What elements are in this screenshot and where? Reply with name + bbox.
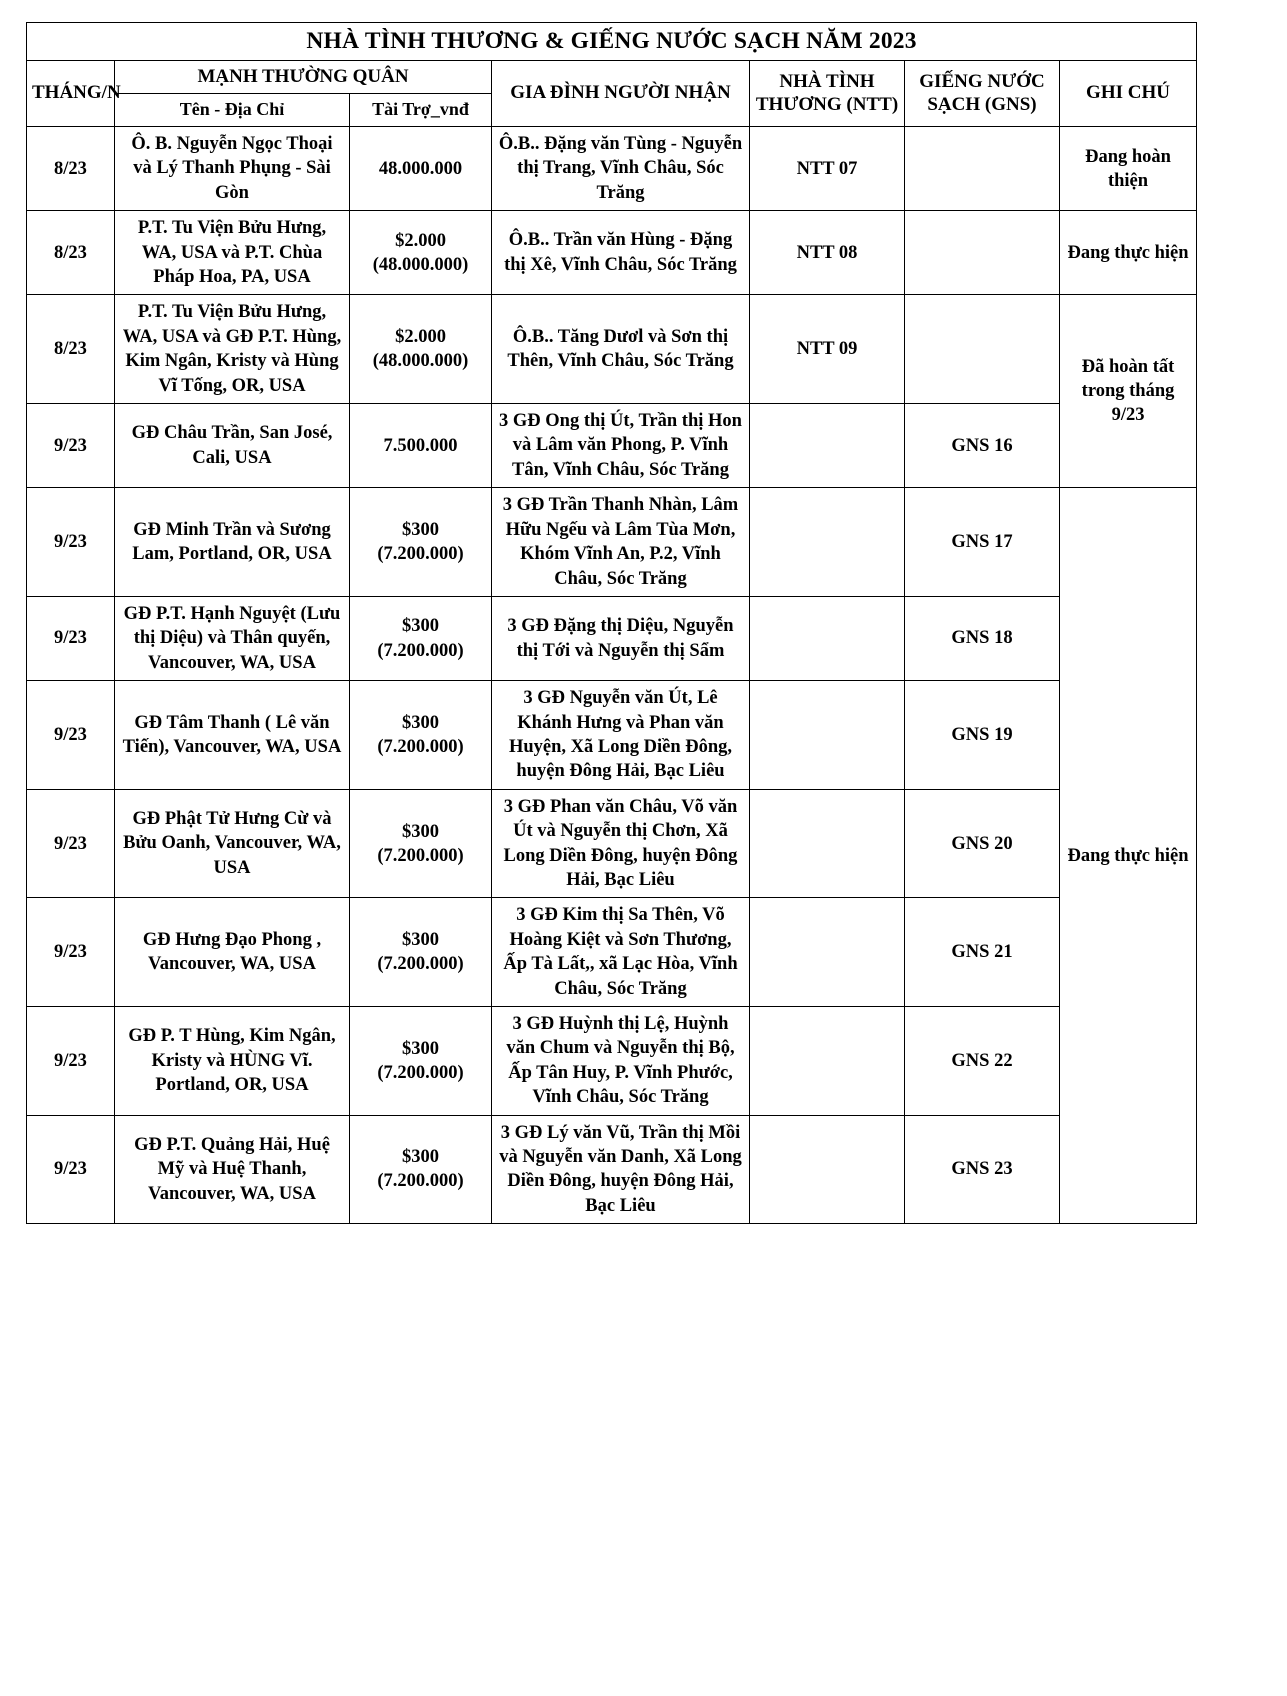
cell-note-merged-in-progress: Đang thực hiện (1060, 488, 1197, 1224)
cell-month: 9/23 (27, 898, 115, 1007)
table-header-row-1 (27, 61, 1197, 94)
header-donor-name: Tên - Địa Chỉ (115, 94, 350, 127)
table-row (27, 127, 1197, 211)
cell-ntt: NTT 08 (750, 211, 905, 295)
cell-month: 9/23 (27, 488, 115, 597)
table-row (27, 681, 1197, 790)
cell-month: 9/23 (27, 1115, 115, 1224)
table-row (27, 404, 1197, 488)
cell-amount (350, 1115, 492, 1224)
amount-main: $300 (402, 930, 439, 951)
amount-main: $300 (402, 520, 439, 541)
header-donor-group: MẠNH THƯỜNG QUÂN (115, 61, 492, 94)
cell-family: 3 GĐ Kim thị Sa Thên, Võ Hoàng Kiệt và Sơn Thương, Ấp Tà Lất,, xã Lạc Hòa, Vĩnh Châu, Sóc Trăng (492, 898, 750, 1007)
amount-main: $2.000 (395, 327, 446, 348)
cell-family: Ô.B.. Tăng Dươl và Sơn thị Thên, Vĩnh Châu, Sóc Trăng (492, 295, 750, 404)
amount-main: 7.500.000 (383, 435, 458, 456)
cell-gns: GNS 17 (905, 488, 1060, 597)
cell-donor: GĐ Châu Trần, San José, Cali, USA (115, 404, 350, 488)
cell-gns: GNS 20 (905, 789, 1060, 898)
cell-family: Ô.B.. Đặng văn Tùng - Nguyễn thị Trang, Vĩnh Châu, Sóc Trăng (492, 127, 750, 211)
cell-donor: P.T. Tu Viện Bửu Hưng, WA, USA và GĐ P.T. Hùng, Kim Ngân, Kristy và Hùng Vĩ Tống, OR, USA (115, 295, 350, 404)
cell-ntt (750, 488, 905, 597)
cell-amount (350, 211, 492, 295)
header-note: GHI CHÚ (1060, 61, 1197, 127)
amount-main: $300 (402, 616, 439, 637)
amount-sub: (48.000.000) (372, 351, 469, 372)
table-row (27, 1115, 1197, 1224)
amount-main: $2.000 (395, 230, 446, 251)
cell-family: 3 GĐ Lý văn Vũ, Trần thị Mồi và Nguyễn văn Danh, Xã Long Diền Đông, huyện Đông Hải, Bạc Liêu (492, 1115, 750, 1224)
cell-donor: Ô. B. Nguyễn Ngọc Thoại và Lý Thanh Phụng - Sài Gòn (115, 127, 350, 211)
cell-ntt: NTT 07 (750, 127, 905, 211)
cell-amount (350, 681, 492, 790)
header-ntt: NHÀ TÌNH THƯƠNG (NTT) (750, 61, 905, 127)
cell-donor: GĐ Minh Trần và Sương Lam, Portland, OR, USA (115, 488, 350, 597)
cell-family: Ô.B.. Trần văn Hùng - Đặng thị Xê, Vĩnh Châu, Sóc Trăng (492, 211, 750, 295)
page-top-margin (22, 10, 1265, 22)
cell-month: 9/23 (27, 596, 115, 680)
table-row (27, 898, 1197, 1007)
header-gns: GIẾNG NƯỚC SẠCH (GNS) (905, 61, 1060, 127)
cell-donor: GĐ P.T. Quảng Hải, Huệ Mỹ và Huệ Thanh, Vancouver, WA, USA (115, 1115, 350, 1224)
amount-main: 48.000.000 (378, 158, 463, 179)
table-row (27, 211, 1197, 295)
amount-sub: (7.200.000) (377, 845, 464, 866)
cell-ntt (750, 898, 905, 1007)
table-row (27, 488, 1197, 597)
cell-amount (350, 127, 492, 211)
table-row (27, 1007, 1197, 1116)
cell-gns: GNS 22 (905, 1007, 1060, 1116)
cell-gns (905, 295, 1060, 404)
cell-donor: GĐ P. T Hùng, Kim Ngân, Kristy và HÙNG Vĩ. Portland, OR, USA (115, 1007, 350, 1116)
cell-note-merged-completed: Đã hoàn tất trong tháng 9/23 (1060, 295, 1197, 488)
cell-ntt (750, 681, 905, 790)
aid-projects-table (26, 22, 1197, 1224)
amount-sub: (48.000.000) (372, 254, 469, 275)
cell-family: 3 GĐ Nguyễn văn Út, Lê Khánh Hưng và Phan văn Huyện, Xã Long Diền Đông, huyện Đông Hải, Bạc Liêu (492, 681, 750, 790)
header-family: GIA ĐÌNH NGƯỜI NHẬN (492, 61, 750, 127)
cell-note: Đang hoàn thiện (1060, 127, 1197, 211)
cell-ntt: NTT 09 (750, 295, 905, 404)
cell-family: 3 GĐ Ong thị Út, Trần thị Hon và Lâm văn Phong, P. Vĩnh Tân, Vĩnh Châu, Sóc Trăng (492, 404, 750, 488)
cell-month: 9/23 (27, 404, 115, 488)
cell-month: 8/23 (27, 211, 115, 295)
cell-gns: GNS 18 (905, 596, 1060, 680)
cell-gns (905, 127, 1060, 211)
cell-donor: GĐ Phật Tử Hưng Cừ và Bửu Oanh, Vancouver, WA, USA (115, 789, 350, 898)
cell-ntt (750, 789, 905, 898)
cell-ntt (750, 404, 905, 488)
cell-amount (350, 295, 492, 404)
cell-ntt (750, 596, 905, 680)
table-title-row (27, 23, 1197, 61)
cell-gns (905, 211, 1060, 295)
cell-gns: GNS 21 (905, 898, 1060, 1007)
cell-note: Đang thực hiện (1060, 211, 1197, 295)
amount-main: $300 (402, 821, 439, 842)
cell-amount (350, 898, 492, 1007)
cell-month: 9/23 (27, 789, 115, 898)
amount-sub: (7.200.000) (377, 954, 464, 975)
amount-sub: (7.200.000) (377, 640, 464, 661)
amount-main: $300 (402, 1147, 439, 1168)
cell-gns: GNS 16 (905, 404, 1060, 488)
header-month: THÁNG/N (27, 61, 115, 127)
cell-donor: GĐ P.T. Hạnh Nguyệt (Lưu thị Diệu) và Thân quyến, Vancouver, WA, USA (115, 596, 350, 680)
cell-donor: GĐ Hưng Đạo Phong , Vancouver, WA, USA (115, 898, 350, 1007)
amount-sub: (7.200.000) (377, 1062, 464, 1083)
amount-sub: (7.200.000) (377, 1171, 464, 1192)
cell-month: 8/23 (27, 295, 115, 404)
amount-main: $300 (402, 1038, 439, 1059)
cell-ntt (750, 1007, 905, 1116)
cell-family: 3 GĐ Đặng thị Diệu, Nguyễn thị Tới và Nguyễn thị Sẩm (492, 596, 750, 680)
cell-amount (350, 1007, 492, 1116)
header-donor-amount: Tài Trợ_vnđ (350, 94, 492, 127)
table-row (27, 295, 1197, 404)
cell-amount (350, 488, 492, 597)
cell-gns: GNS 23 (905, 1115, 1060, 1224)
amount-sub: (7.200.000) (377, 736, 464, 757)
cell-family: 3 GĐ Huỳnh thị Lệ, Huỳnh văn Chum và Nguyễn thị Bộ, Ấp Tân Huy, P. Vĩnh Phước, Vĩnh Châu, Sóc Trăng (492, 1007, 750, 1116)
cell-month: 9/23 (27, 681, 115, 790)
document-title: NHÀ TÌNH THƯƠNG & GIẾNG NƯỚC SẠCH NĂM 2023 (27, 23, 1197, 61)
cell-donor: GĐ Tâm Thanh ( Lê văn Tiến), Vancouver, WA, USA (115, 681, 350, 790)
amount-main: $300 (402, 712, 439, 733)
cell-month: 8/23 (27, 127, 115, 211)
cell-amount (350, 596, 492, 680)
cell-month: 9/23 (27, 1007, 115, 1116)
cell-family: 3 GĐ Phan văn Châu, Võ văn Út và Nguyễn thị Chơn, Xã Long Diền Đông, huyện Đông Hải, Bạc Liêu (492, 789, 750, 898)
amount-sub: (7.200.000) (377, 544, 464, 565)
cell-amount (350, 404, 492, 488)
cell-gns: GNS 19 (905, 681, 1060, 790)
cell-family: 3 GĐ Trần Thanh Nhàn, Lâm Hữu Ngếu và Lâm Tùa Mơn, Khóm Vĩnh An, P.2, Vĩnh Châu, Sóc Trăng (492, 488, 750, 597)
table-row (27, 596, 1197, 680)
cell-donor: P.T. Tu Viện Bửu Hưng, WA, USA và P.T. Chùa Pháp Hoa, PA, USA (115, 211, 350, 295)
table-row (27, 789, 1197, 898)
cell-amount (350, 789, 492, 898)
cell-ntt (750, 1115, 905, 1224)
